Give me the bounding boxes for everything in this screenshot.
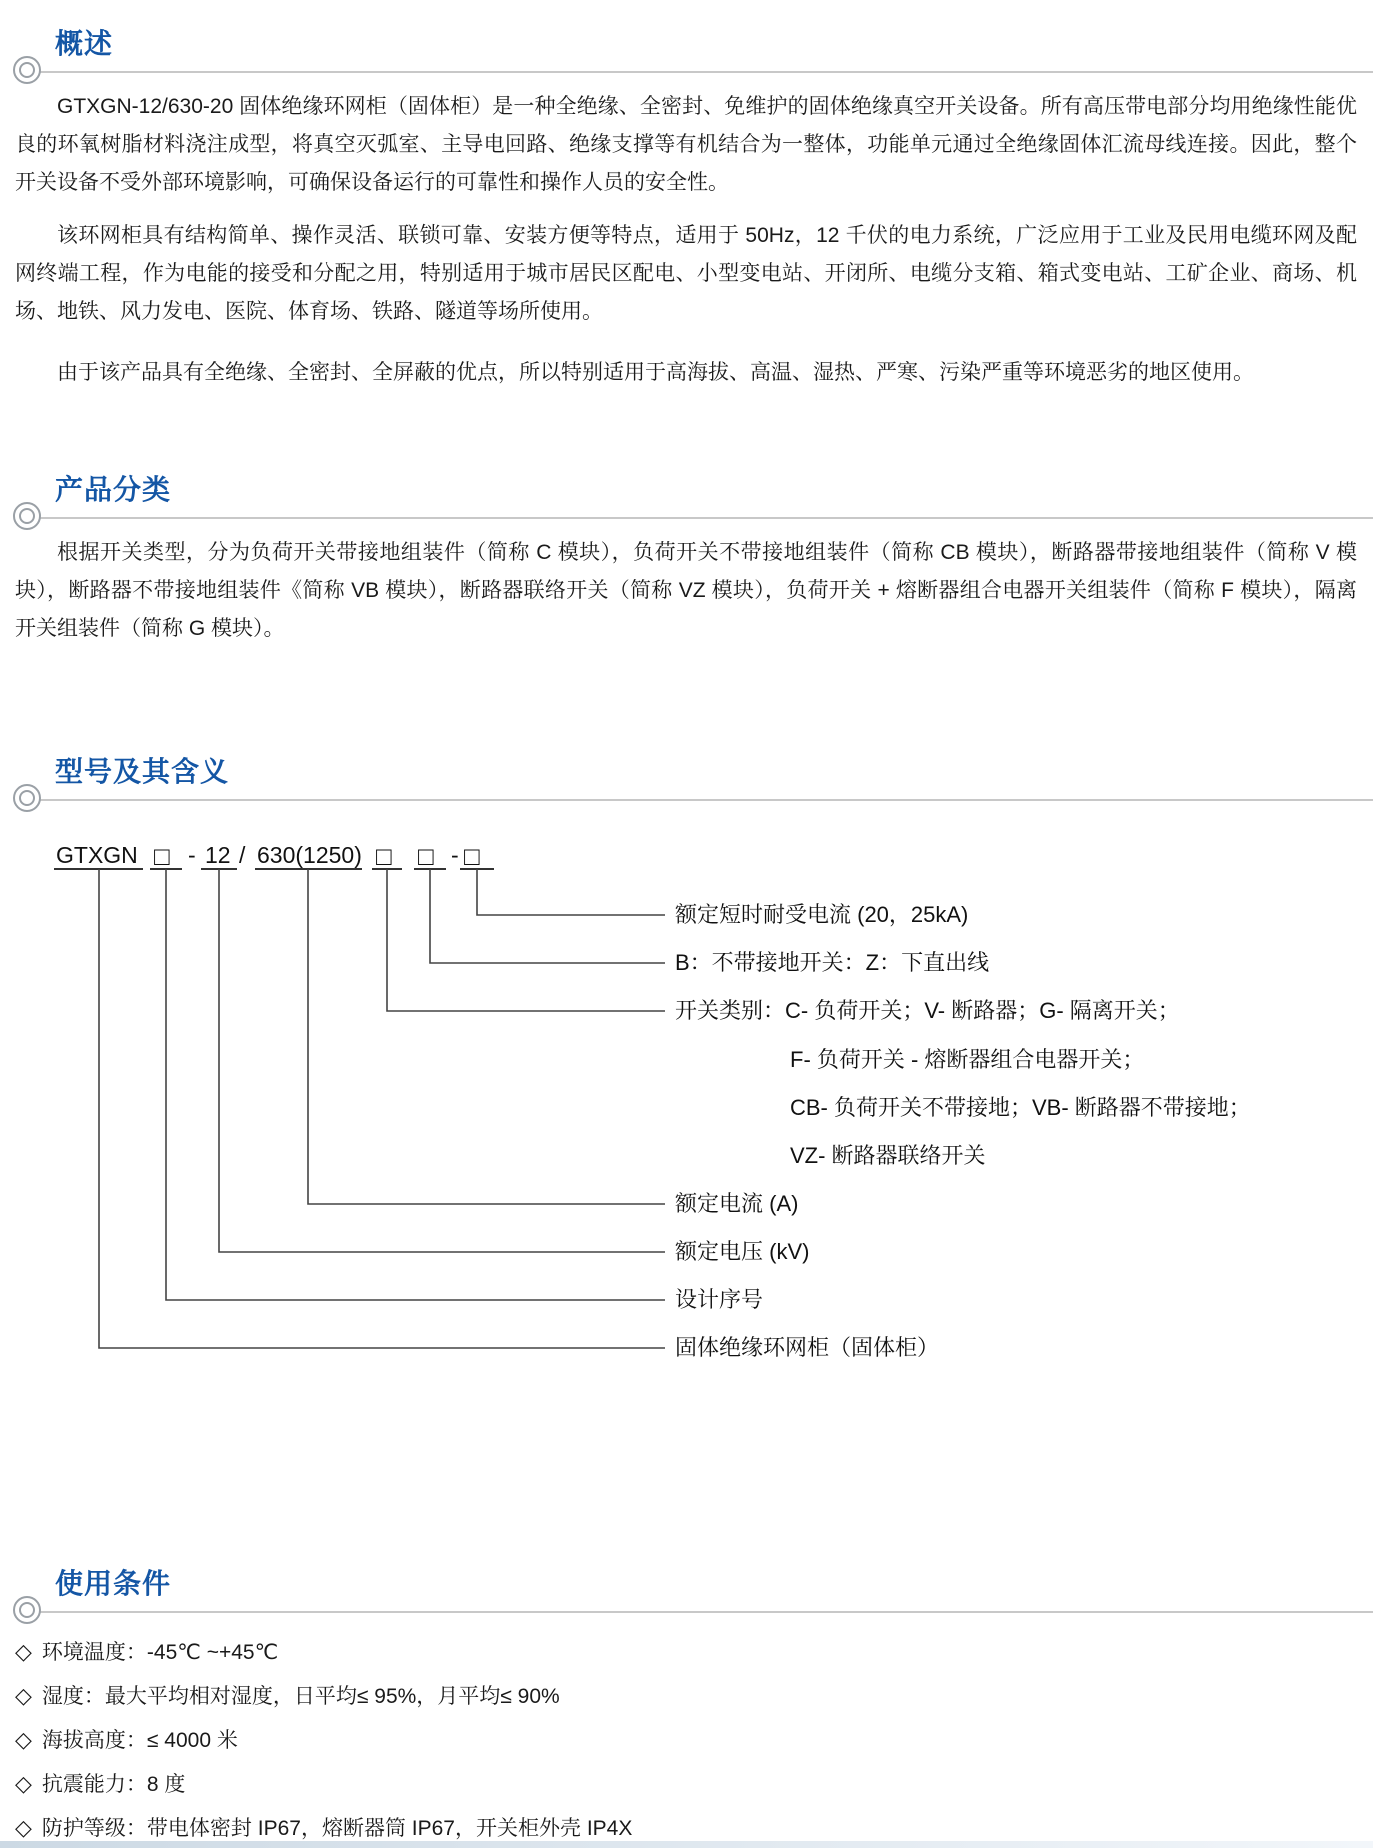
model-label-rated-voltage: 额定电压 (kV) [675, 1239, 810, 1264]
section-header-overview [0, 26, 1373, 88]
section-header-model [0, 754, 1373, 816]
classification-text [15, 534, 1357, 663]
placeholder-box-icon: □ [154, 841, 170, 871]
model-label-product-name: 固体绝缘环网柜（固体柜） [675, 1335, 940, 1360]
section-header-classification [0, 472, 1373, 534]
section-title-conditions: 使用条件 [55, 1568, 172, 1599]
model-code-voltage: 12 [205, 842, 231, 868]
model-label-design-number: 设计序号 [675, 1287, 764, 1312]
placeholder-box-icon: □ [418, 841, 434, 871]
model-code-dash: - [451, 842, 459, 868]
ring-decoration-icon [13, 1596, 41, 1624]
section-divider-line [40, 71, 1373, 73]
model-code-dash: - [188, 842, 196, 868]
overview-paragraph: 该环网柜具有结构简单、操作灵活、联锁可靠、安装方便等特点，适用于 50Hz，12 千伏的电力系统，广泛应用于工业及民用电缆环网及配网终端工程，作为电能的接受和分配之用，特别适用于城市居民区配电、小型变电站、开闭所、电缆分支箱、箱式变电站、工矿企业、商场、机场、地铁、风力发电、医院、体育场、铁路、隧道等场所使用。 [15, 224, 1357, 323]
condition-text: 防护等级：带电体密封 IP67，熔断器筒 IP67，开关柜外壳 IP4X [41, 1817, 633, 1840]
classification-paragraph: 根据开关类型，分为负荷开关带接地组装件（简称 C 模块），负荷开关不带接地组装件（简称 CB 模块），断路器带接地组装件（简称 V 模块），断路器不带接地组装件《简称 VB 模块），断路器联络开关（简称 VZ 模块），负荷开关 + 熔断器组合电器开关组装件（简称 F 模块），隔离开关组装件（简称 G 模块）。 [15, 541, 1357, 640]
condition-text: 海拔高度：≤ 4000 米 [41, 1729, 238, 1752]
model-label-earthing-switch: B：不带接地开关：Z：下直出线 [675, 950, 990, 975]
overview-paragraph: GTXGN-12/630-20 固体绝缘环网柜（固体柜）是一种全绝缘、全密封、免维护的固体绝缘真空开关设备。所有高压带电部分均用绝缘性能优良的环氧树脂材料浇注成型，将真空灭弧室、主导电回路、绝缘支撑等有机结合为一整体，功能单元通过全绝缘固体汇流母线连接。因此，整个开关设备不受外部环境影响，可确保设备运行的可靠性和操作人员的安全性。 [15, 95, 1357, 194]
model-code-slash: / [239, 842, 246, 868]
list-item [15, 1630, 1357, 1674]
diamond-bullet-icon: ◇ [15, 1727, 32, 1752]
overview-text [15, 88, 1357, 407]
section-title-model: 型号及其含义 [55, 756, 230, 787]
ring-decoration-icon [13, 56, 41, 84]
model-code-current: 630(1250) [257, 842, 362, 868]
model-label-switch-type-cb-vb: CB- 负荷开关不带接地；VB- 断路器不带接地； [790, 1095, 1251, 1120]
diamond-bullet-icon: ◇ [15, 1771, 32, 1796]
section-divider-line [40, 517, 1373, 519]
model-label-short-time-current: 额定短时耐受电流 (20，25kA) [675, 902, 969, 927]
model-label-switch-type-f: F- 负荷开关 - 熔断器组合电器开关； [790, 1047, 1145, 1072]
ring-decoration-icon [13, 502, 41, 530]
list-item [15, 1762, 1357, 1806]
section-divider-line [40, 799, 1373, 801]
model-label-switch-type-vz: VZ- 断路器联络开关 [790, 1143, 986, 1168]
model-code-series: GTXGN [56, 842, 138, 868]
diamond-bullet-icon: ◇ [15, 1639, 32, 1664]
section-title-classification: 产品分类 [55, 474, 172, 505]
model-label-rated-current: 额定电流 (A) [675, 1191, 799, 1216]
overview-paragraph: 由于该产品具有全绝缘、全密封、全屏蔽的优点，所以特别适用于高海拔、高温、湿热、严寒、污染严重等环境恶劣的地区使用。 [57, 361, 1254, 384]
section-title-overview: 概述 [55, 28, 114, 59]
model-label-switch-type: 开关类别：C- 负荷开关；V- 断路器；G- 隔离开关； [675, 998, 1180, 1023]
list-item [15, 1718, 1357, 1762]
conditions-list [15, 1630, 1357, 1848]
ring-decoration-icon [13, 784, 41, 812]
model-code-diagram [0, 835, 1373, 1375]
footer-accent-bar [0, 1841, 1373, 1848]
list-item [15, 1674, 1357, 1718]
condition-text: 环境温度：-45℃ ~+45℃ [41, 1641, 279, 1664]
diamond-bullet-icon: ◇ [15, 1683, 32, 1708]
section-header-conditions [0, 1566, 1373, 1628]
placeholder-box-icon: □ [464, 841, 480, 871]
condition-text: 湿度：最大平均相对湿度，日平均≤ 95%，月平均≤ 90% [41, 1685, 560, 1708]
condition-text: 抗震能力：8 度 [41, 1773, 186, 1796]
placeholder-box-icon: □ [376, 841, 392, 871]
diamond-bullet-icon: ◇ [15, 1815, 32, 1840]
section-divider-line [40, 1611, 1373, 1613]
